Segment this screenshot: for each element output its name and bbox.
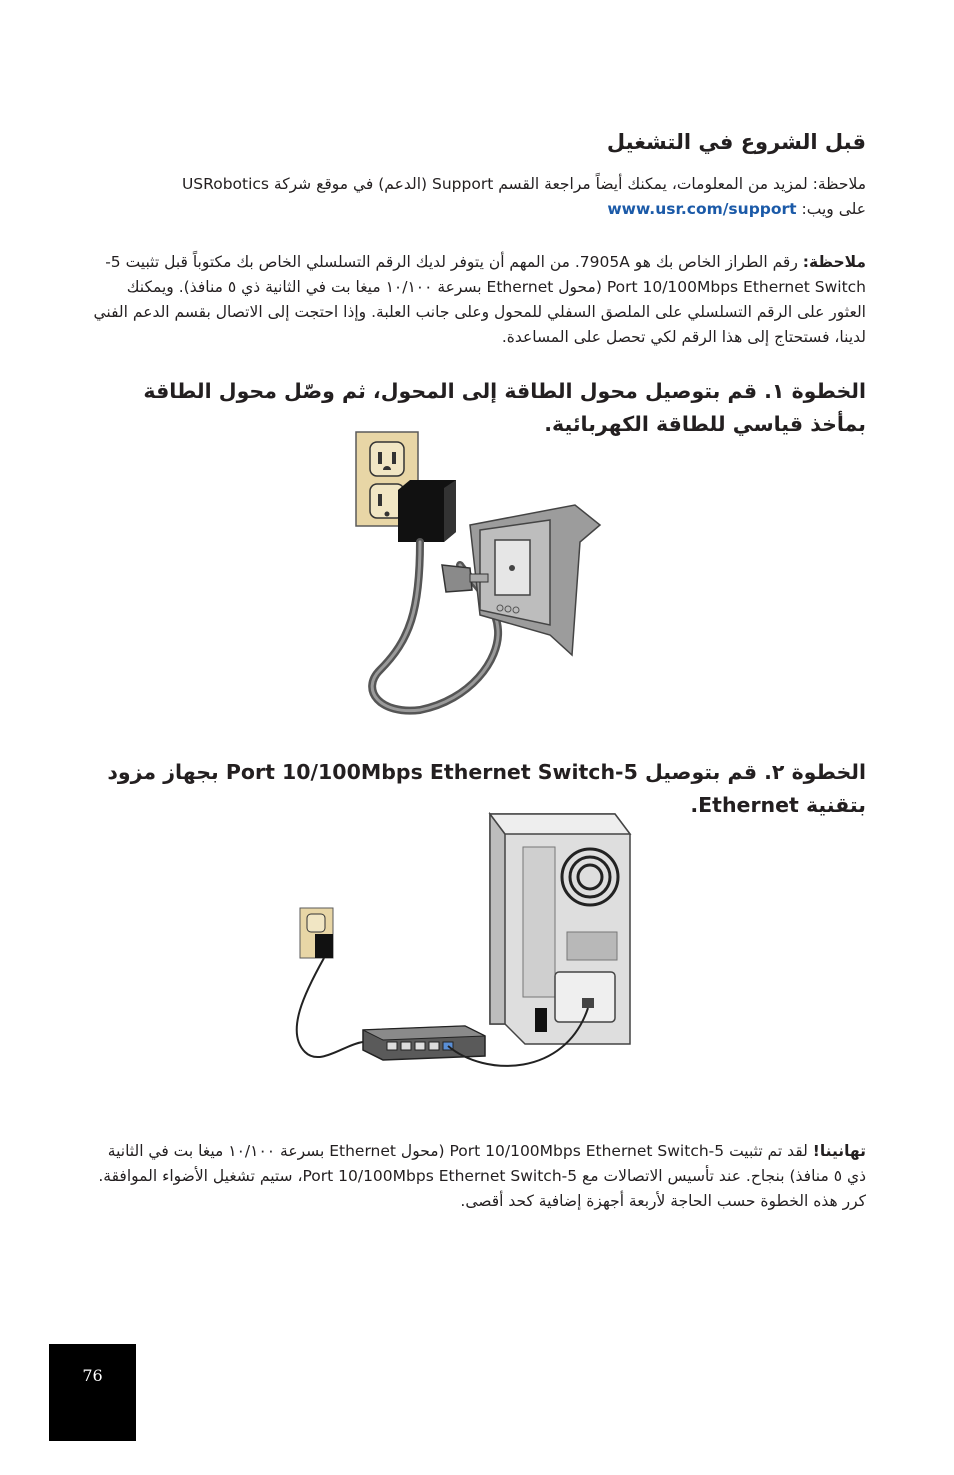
note-more-info-text: ملاحظة: لمزيد من المعلومات، يمكنك أيضاً مراجعة القسم Support (الدعم) في موقع شركة USRobotics xyxy=(181,175,866,193)
congratulations-note xyxy=(86,1139,866,1214)
power-adapter-illustration xyxy=(350,430,610,725)
note-serial-paragraph xyxy=(86,250,866,350)
congratulations-label: تهانينا! xyxy=(812,1142,866,1160)
note-serial-text: رقم الطراز الخاص بك هو 7905A. من المهم أن يتوفر لديك الرقم التسلسلي الخاص بك مكتوباً قبل تثبيت 5-Port 10/100Mbps Ethernet Switch (محول Ethernet بسرعة ١٠/١٠٠ ميغا بت في الثانية ذي ٥ منافذ). ويمكنك العثور على الرقم التسلسلي على الملصق السفلي للمحول وعلى جانب العلبة. وإذا احتجت إلى الاتصال بقسم الدعم الفني لدينا، فستحتاج إلى هذا الرقم لكي تحصل على المساعدة. xyxy=(93,253,866,346)
congratulations-text: لقد تم تثبيت 5-Port 10/100Mbps Ethernet Switch (محول Ethernet بسرعة ١٠/١٠٠ ميغا بت في الثانية ذي ٥ منافذ) بنجاح. عند تأسيس الاتصالات مع 5-Port 10/100Mbps Ethernet Switch، ستيم تشغيل الأضواء الموافقة. كرر هذه الخطوة حسب الحاجة لأربعة أجهزة إضافية كحد أقصى. xyxy=(98,1142,866,1210)
congratulations-paragraph xyxy=(86,1139,866,1214)
note-more-info xyxy=(86,172,866,222)
step-1-heading: الخطوة ١. قم بتوصيل محول الطاقة إلى المحول، ثم وصّل محول الطاقة بمأخذ قياسي للطاقة الكهربائية. xyxy=(143,379,866,436)
support-url-link[interactable]: www.usr.com/support xyxy=(607,200,797,218)
support-url-prefix: على ويب: xyxy=(796,200,866,218)
support-url-line xyxy=(86,197,866,222)
section-title: قبل الشروع في التشغيل xyxy=(606,130,866,154)
note-serial-number xyxy=(86,250,866,350)
step-2-heading: الخطوة ٢. قم بتوصيل 5-Port 10/100Mbps Ethernet Switch بجهاز مزود بتقنية Ethernet. xyxy=(107,760,866,817)
ethernet-connection-illustration xyxy=(285,812,635,1102)
note-label: ملاحظة: xyxy=(802,253,866,271)
page-number: 76 xyxy=(82,1366,103,1385)
page-number-box xyxy=(49,1344,136,1441)
